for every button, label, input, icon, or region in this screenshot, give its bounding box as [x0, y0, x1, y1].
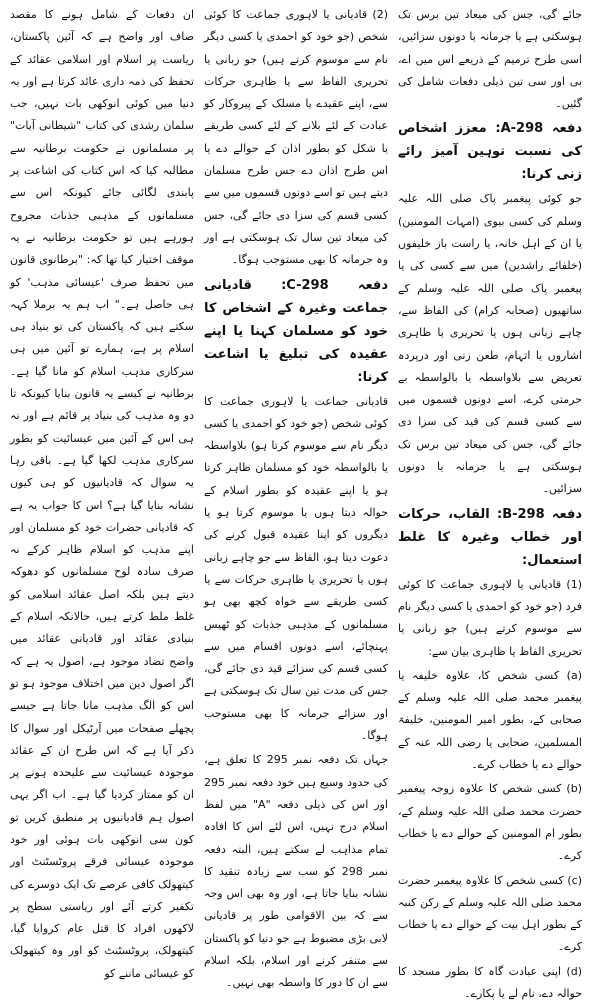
- paragraph: قادیانی جماعت یا لاہوری جماعت کا کوئی شخص (جو خود کو احمدی یا کسی دیگر نام سے موسوم کرتا ہو) بلاواسطہ یا بالواسطہ خود کو مسلمان ظاہر کرتا ہو یا اپنے عقیدہ کو بطور اسلام کے حوالہ دیتا ہوں یا موسوم کرتا ہو یا دیگروں کو اپنا عقیدہ قبول کرنے کی دعوت دیتا ہو، الفاظ سے جو چاہے زبانی ہوں یا تحریری یا ظاہری حرکات سے یا کسی طریقے سے خواہ کچھ بھی ہو مسلمانوں کے مذہبی جذبات کو ٹھیس پہنچائے، اسے دونوں اقسام میں سے کسی قسم کی سزائے قید دی جائے گی، جس کی مدت تین سال تک ہوسکتی ہے اور سزائے جرمانہ کا بھی مستوجب ہوگا۔: [204, 394, 388, 743]
- section-heading-298b: دفعہ B-298: القاب، حرکات اور خطاب وغیرہ کا غلط استعمال:: [398, 506, 582, 568]
- paragraph: جہاں تک دفعہ نمبر 295 کا تعلق ہے، کی حدود وسیع ہیں خود دفعہ نمبر 295 اور اس کی ذیلی دفعہ "A" میں لفظ اسلام درج نہیں، اس لئے اس کا افادہ تمام مذاہب لے سکتے ہیں، البتہ دفعہ نمبر 298 کو سب سے زیادہ تنقید کا نشانہ بنایا جاتا ہے، اور وہ بھی اس وجہ سے کہ بین الاقوامی طور پر قادیانی لابی بڑی مضبوط ہے جو دنیا کو پاکستان سے متنفر کرنے اور اسلام، بلکہ اسلام سے ان کا دور کا واسطہ بھی نہیں۔: [204, 753, 389, 990]
- paragraph: (2) قادیانی یا لاہوری جماعت کا کوئی شخص (جو خود کو احمدی یا کسی دیگر نام سے موسوم کرتے ہیں) جو زبانی یا تحریری الفاظ سے یا ظاہری حرکات سے، اپنے عقیدے یا مسلک کے پیروکار کو عبادت کے لئے بلانے کے لئے کسی طریقے یا شکل کو بطور اذان کے حوالے دے یا اس طرح اذان دے جس طرح مسلمان دیتے ہیں تو اسے دونوں قسموں میں سے کسی قسم کی سزا دی جائے گی، جس کی میعاد تین سال تک ہوسکتی ہے اور وہ جرمانہ کا بھی مستوجب ہوگا۔: [204, 8, 388, 267]
- paragraph: جو کوئی پیغمبر پاک صلی اللہ علیہ وسلم کی کسی بیوی (امہات المومنین) یا ان کے اہل خانہ، یا راست باز خلیفوں (خلفائے راشدین) میں سے کسی کی یا پیغمبر پاک صلی اللہ علیہ وسلم کے ساتھیوں (صحابہ کرام) کی الفاظ سے، چاہے زبانی ہوں یا تحریری یا ظاہری اشاروں یا اتہام، طعن زنی اور درپردہ تعریض سے بلاواسطہ یا بالواسطہ بے حرمتی کرے، اسے دونوں قسموں میں سے کسی قسم کی قید کی سزا دی جائے گی، جس کی میعاد تین برس تک ہوسکتی ہے یا جرمانہ یا دونوں سزائیں۔: [398, 192, 582, 496]
- text-column-middle: [199, 4, 393, 990]
- text-column-right: [393, 4, 587, 1000]
- list-item-c: (c) کسی شخص کا علاوہ پیغمبر حضرت محمد صلی اللہ علیہ وسلم کے رکن کنبہ کے بطور اہل بیت کے حوالے دے یا خطاب کرے۔: [398, 873, 582, 954]
- paragraph: جائے گی، جس کی میعاد تین برس تک ہوسکتی ہے یا جرمانہ یا دونوں سزائیں، اسی طرح ترمیم کے ذریعے اس میں اے، بی اور سی تین ذیلی دفعات شامل کی گئیں۔: [398, 8, 582, 111]
- text-column-left: [5, 4, 199, 980]
- paragraph: (1) قادیانی یا لاہوری جماعت کا کوئی فرد (جو خود کو احمدی یا کسی دیگر نام سے موسوم کرتے ہیں) جو زبانی یا تحریری الفاظ یا ظاہری بیان سے:: [398, 577, 582, 658]
- section-heading-298c: دفعہ C-298: قادیانی جماعت وغیرہ کے اشخاص کا خود کو مسلمان کہنا یا اپنے عقیدہ کی تبلیغ یا اشاعت کرنا:: [204, 277, 388, 385]
- section-heading-298a: دفعہ A-298: معزز اشخاص کی نسبت توہین آمیز رائے زنی کرنا:: [398, 121, 583, 183]
- list-item-d: (d) اپنی عبادت گاہ کا بطور مسجد کا حوالہ دے، نام لے یا پکارے۔: [398, 964, 582, 1000]
- list-item-b: (b) کسی شخص کا علاوہ زوجہ پیغمبر حضرت محمد صلی اللہ علیہ وسلم کے، بطور ام المومنین کے حوالے دے یا خطاب کرے۔: [398, 782, 582, 863]
- list-item-a: (a) کسی شخص کا، علاوہ خلیفہ یا پیغمبر محمد صلی اللہ علیہ وسلم کے صحابی کے، بطور امیر المومنین، خلیفۃ المسلمین، صحابی یا رضی اللہ عنہ کے حوالے دے یا خطاب کرے۔: [398, 668, 582, 772]
- paragraph: ان دفعات کے شامل ہونے کا مقصد صاف اور واضح ہے کہ آئین پاکستان، ریاست پر اسلام اور اسلامی عقائد کے تحفظ کی ذمہ داری عائد کرتا ہے اور یہ دنیا میں کوئی انوکھی بات نہیں، جب سلمان رشدی کی کتاب "شیطانی آیات" پر مسلمانوں نے حکومت برطانیہ سے مطالبہ کیا کہ اس کتاب کی اشاعت پر پابندی لگائی جائے کیونکہ اس سے مسلمانوں کے مذہبی جذبات مجروح ہورہے ہیں تو حکومت برطانیہ نے یہ موقف اختیار کیا تھا کہ: "برطانوی قانون میں تحفظ صرف 'عیسائی مذہب' کو ہی حاصل ہے۔" اب ہم یہ برملا کہہ سکتے ہیں کہ پاکستان کی تو بنیاد ہی اسلام پر ہے، ہمارے تو آئین میں ہی سرکاری مذہب اسلام کو مانا گیا ہے۔ برطانیہ نے کیسے یہ قانون بنایا کیونکہ تا دو وہ مذہب کی بنیاد پر قائم ہے اور نہ ہی اس کے آئین میں عیسائیت کو بطور سرکاری مذہب لکھا گیا ہے۔ باقی رہا یہ سوال کہ قادیانیوں کو ہی کیوں نشانہ بنایا گیا ہے؟ اس کا جواب یہ ہے کہ قادیانی حضرات خود کو مسلمان اور اپنے مذہب کو اسلام ظاہر کرکے نہ صرف سادہ لوح مسلمانوں کو دھوکہ دیتے ہیں بلکہ اصل عقائد اسلامی کو غلط ملط کرتے ہیں، حالانکہ اسلام کے بنیادی عقائد اور قادیانی عقائد میں واضح تضاد موجود ہے، اصول یہ ہے کہ اگر اصول دین میں اختلاف موجود ہو تو اس کو الگ مذہب مانا جاتا ہے جیسے پچھلے صفحات میں آرٹیکل اور سوال کا ذکر آیا ہے کہ اس طرح ان کے عقائد موجودہ عیسائیت سے علیحدہ ہونے پر ان کو ممتاز کردیا گیا ہے۔ اب اگر یہی اصول ہم قادیانیوں پر منطبق کریں تو کون سی انوکھی بات ہوئی اور خود موجودہ عیسائی فرقے پروٹسٹنٹ اور کیتھولک کافی عرصے تک ایک دوسرے کی تکفیر کرتے آئے اور ریاستی سطح پر لاکھوں افراد کا قتل عام کروایا گیا، کیتھولک، پروٹسٹنٹ کو اور وہ کیتھولک کو عیسائی ماننے کو: [10, 8, 194, 980]
